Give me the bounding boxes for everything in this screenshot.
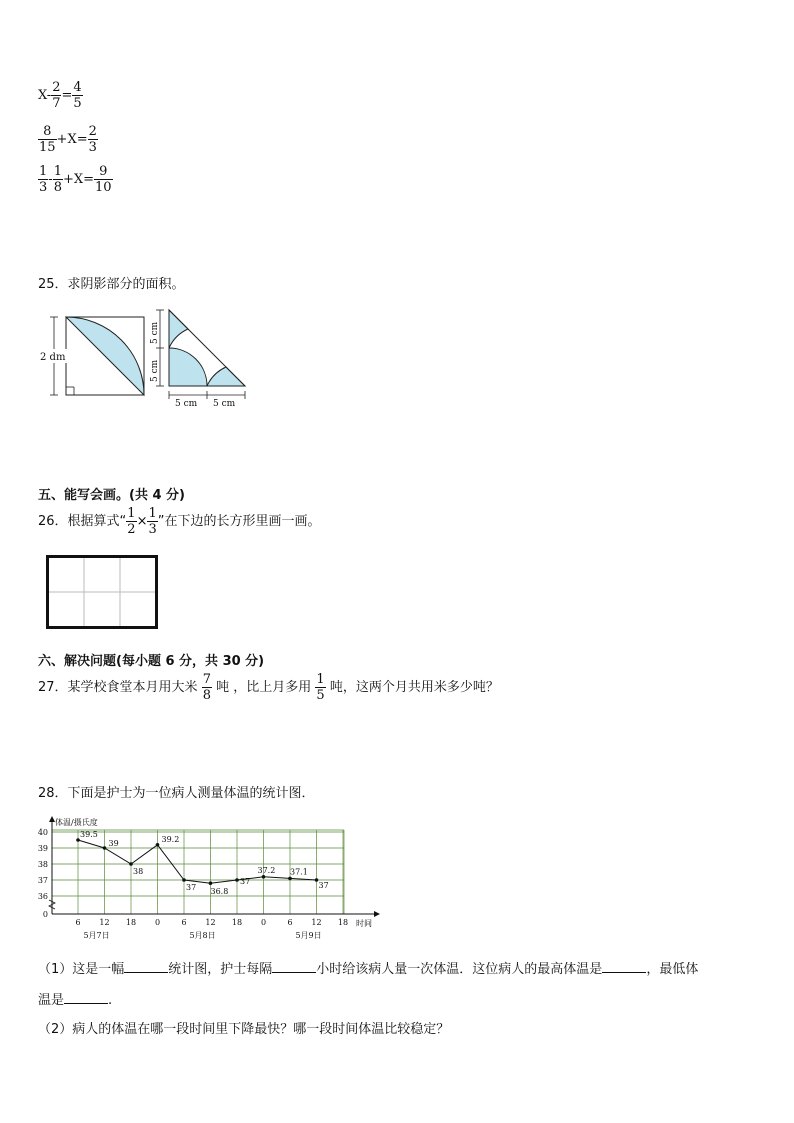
data-label-8: 37.1 [290,867,308,877]
q26-times: × [136,514,148,529]
x-tick-label-0: 6 [75,918,81,927]
eq3-mid: +X= [62,172,95,187]
answer-blank-interval[interactable] [272,960,316,973]
day-label-1: 5月8日 [189,931,216,940]
q27-fraction-2: $\frac{1}{5}$ [316,672,325,703]
x-tick-label-4: 6 [181,918,187,927]
data-point-7 [262,875,266,879]
equation-3 [38,164,113,195]
y-tick-label-1: 39 [37,844,48,853]
fig2-shaded-bottom-right [207,367,245,386]
q28-sub1-part-f: . [108,993,113,1008]
y-tick-label-5: 0 [42,910,48,919]
data-label-9: 37 [318,881,329,890]
eq1-prefix: X- [38,88,52,103]
data-label-2: 38 [133,867,144,876]
data-label-5: 36.8 [210,887,229,897]
fig2-label-right: 5 cm [213,399,236,409]
q28-sub1-line1 [38,958,698,977]
q28-sub1-part-c: 小时给该病人量一次体温．这位病人的最高体温是 [316,962,603,977]
eq3-fraction-3: $\frac{9}{10}$ [95,164,112,195]
q26-fraction-1: $\frac{1}{2}$ [127,506,136,537]
fig2-shaded-bottom-left [169,348,207,386]
q26-suffix: ”在下边的长方形里画一画。 [157,514,321,529]
eq3-fraction-2: $\frac{1}{8}$ [53,164,62,195]
x-axis-arrow [374,911,380,917]
answer-blank-chart-type[interactable] [124,960,168,973]
fig1-label: 2 dm [40,352,66,363]
q28-sub1-part-a: （1）这是一幅 [38,962,125,977]
q28-sub1-part-d: ，最低体 [646,962,699,977]
y-tick-label-3: 37 [37,876,48,885]
y-tick-label-0: 40 [37,828,48,837]
eq3-fraction-1: $\frac{1}{3}$ [39,164,48,195]
x-tick-label-8: 6 [287,918,293,927]
temperature-chart [26,814,386,944]
question-27 [38,672,499,703]
equation-2 [38,124,98,155]
data-point-6 [235,878,239,882]
y-tick-label-4: 36 [37,892,48,901]
section-6-title: 六、解决问题(每小题 6 分，共 30 分) [38,654,265,669]
q26-rectangle [46,555,160,631]
fig2-label-left: 5 cm [175,399,198,409]
x-tick-label-2: 18 [125,918,137,927]
q27-mid: 吨 ，比上月多用 [216,680,312,695]
data-point-5 [209,881,213,885]
q26-fraction-2: $\frac{1}{3}$ [148,506,157,537]
eq2-fraction-1: $\frac{8}{15}$ [39,124,56,155]
question-25: 25．求阴影部分的面积。 [38,277,185,292]
q27-fraction-1: $\frac{7}{8}$ [202,672,211,703]
fig2-label-upper: 5 cm [150,321,160,344]
data-point-8 [288,877,292,881]
day-label-0: 5月7日 [83,931,110,940]
eq2-mid: +X= [56,132,88,147]
equation-1 [38,80,83,111]
y-axis-break [49,900,55,909]
data-label-0: 39.5 [80,830,98,839]
x-tick-label-7: 0 [260,918,267,927]
data-label-7: 37.2 [257,865,276,875]
q28-sub1-part-e: 温是 [38,993,65,1008]
q27-suffix: 吨，这两个月共用米多少吨？ [329,680,499,695]
data-label-3: 39.2 [161,834,180,844]
y-axis-label: 体温/摄氏度 [55,818,98,827]
data-point-1 [103,846,107,850]
q27-prefix: 27．某学校食堂本月用大米 [38,680,198,695]
eq3-minus: - [48,172,53,187]
data-label-6: 37 [240,877,251,886]
data-label-1: 39 [108,839,119,848]
q28-sub2: （2）病人的体温在哪一段时间里下降最快？哪一段时间体温比较稳定？ [38,1022,450,1037]
data-label-4: 37 [186,883,197,892]
fig2-label-lower: 5 cm [150,359,160,382]
q28-sub1-line2 [38,989,112,1008]
eq1-fraction-1: $\frac{2}{7}$ [52,80,61,111]
section-5-title: 五、能写会画。(共 4 分) [38,488,185,503]
eq1-equals: = [61,88,73,103]
question-28: 28．下面是护士为一位病人测量体温的统计图． [38,786,315,801]
q26-prefix: 26．根据算式“ [38,514,127,529]
x-tick-label-3: 0 [154,918,161,927]
data-point-2 [129,862,133,866]
x-tick-label-10: 18 [337,918,349,927]
answer-blank-lowest[interactable] [64,991,108,1004]
day-label-2: 5月9日 [295,931,322,940]
x-tick-label-6: 18 [231,918,243,927]
data-point-4 [182,878,186,882]
x-tick-label-5: 12 [205,918,216,927]
data-point-3 [156,843,160,847]
fig1-shaded-region [66,317,144,395]
x-tick-label-9: 12 [311,918,322,927]
x-tick-label-1: 12 [99,918,110,927]
q28-sub1-part-b: 统计图，护士每隔 [168,962,273,977]
q25-figures [36,302,256,412]
answer-blank-highest[interactable] [602,960,646,973]
eq1-fraction-2: $\frac{4}{5}$ [73,80,82,111]
y-tick-label-2: 38 [37,860,48,869]
question-26 [38,506,321,537]
x-axis-label: 时间 [356,919,372,928]
eq2-fraction-2: $\frac{2}{3}$ [88,124,97,155]
fig2-shaded-top [169,310,188,348]
